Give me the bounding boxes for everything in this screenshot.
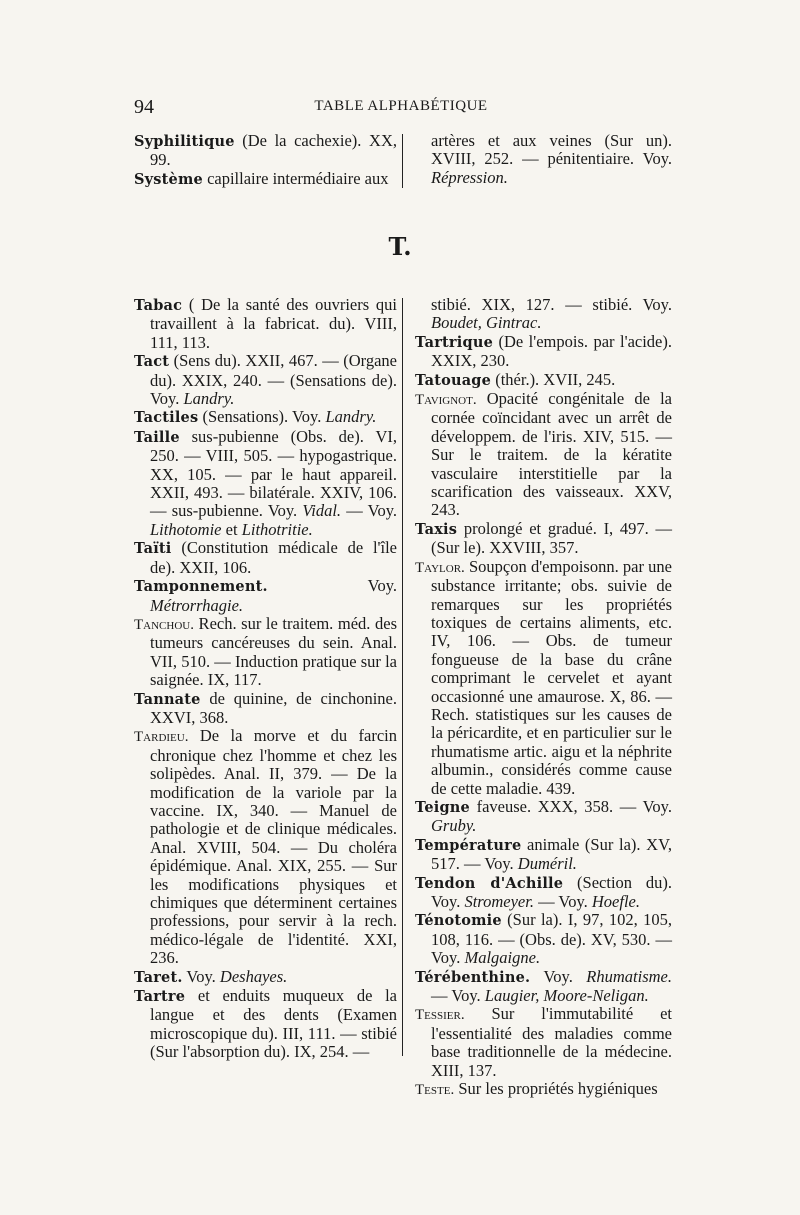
cross-reference: Boudet, Gintrac.	[431, 313, 542, 333]
index-entry	[134, 170, 397, 189]
entry-headword: Taret.	[134, 968, 183, 986]
top-right-column	[415, 132, 672, 187]
entry-text: prolongé et gradué. I, 497. — (Sur le). XXVIII, 357.	[431, 518, 672, 558]
entry-text: De la morve et du farcin chronique chez l'homme et chez les solipèdes. Anal. II, 379. — De la modification de la variole par la vaccine. IX, 340. — Manuel de pathologie et de clinique médicales. Anal. XVIII, 504. — Du choléra épidémique. Anal. XIX, 255. — Sur les modifications physiques et chimiques que déterminent certaines professions, pour servir à la rech. médico-légale de l'identité. XXI, 236.	[150, 726, 397, 968]
index-entry	[134, 968, 397, 987]
index-entry	[134, 352, 397, 408]
entry-headword: Tact	[134, 353, 170, 371]
entry-text: (De la cachexie). XX, 99.	[150, 131, 397, 170]
entry-text: et	[221, 519, 242, 539]
entry-text: Sur l'immutabilité et l'essentialité des maladies comme base traditionnelle de la médecine. XIII, 137.	[431, 1004, 672, 1080]
entry-text: Soupçon d'empoisonn. par une substance irritante; obs. suivie de remarques sur les propriétés toxiques de certains aliments, etc. IV, 106. — Obs. de tumeur fongueuse de la base du crâne comprimant le cervelet et ayant occasionné une amaurose. X, 86. — Rech. statistiques sur les causes de la péricardite, et en particulier sur le rhumatisme artic. aigu et la néphrite albumin., considérés comme cause de cette maladie. 439.	[431, 556, 672, 798]
index-entry	[415, 911, 672, 967]
index-entry	[415, 874, 672, 912]
author-name: Tessier.	[415, 1007, 465, 1024]
entry-text: Rech. sur le traitem. méd. des tumeurs cancéreuses du sein. Anal. VII, 510. — Induction pratique sur la saignée. IX, 117.	[150, 613, 397, 690]
entry-text: ( De la santé des ouvriers qui travaillent à la fabricat. du). VIII, 111, 113.	[150, 295, 397, 352]
entry-text: (Sensations). Voy.	[198, 407, 326, 427]
entry-text: — Voy.	[431, 986, 485, 1006]
entry-headword: Taxis	[415, 520, 458, 538]
entry-text: (De l'empois. par l'acide). XXIX, 230.	[431, 331, 672, 371]
index-entry	[415, 968, 672, 1006]
entry-headword: Tatouage	[415, 371, 492, 389]
entry-text: et enduits muqueux de la langue et des dents (Examen microscopique du). III, 111. — stibié (Sur l'absorption du). IX, 254. —	[150, 986, 397, 1062]
index-entry	[415, 798, 672, 836]
cross-reference: Duméril.	[517, 854, 577, 874]
top-continuation-block	[134, 132, 672, 188]
cross-reference: Landry.	[183, 389, 235, 409]
cross-reference: Répression.	[431, 167, 508, 187]
index-entry	[415, 836, 672, 874]
entry-text: de quinine, de cinchonine. XXVI, 368.	[150, 688, 397, 727]
main-index-block	[134, 295, 673, 1099]
cross-reference: Lithotomie	[150, 519, 222, 539]
index-entry	[415, 558, 672, 798]
index-entry	[134, 727, 397, 967]
entry-text: Sur les propriétés hygiéniques	[454, 1079, 658, 1099]
index-entry	[134, 408, 397, 427]
entry-headword: Tannate	[134, 690, 201, 708]
cross-reference: Gruby.	[431, 816, 477, 836]
entry-text: faveuse. XXX, 358. — Voy.	[469, 796, 672, 816]
entry-headword: Teigne	[415, 798, 470, 816]
entry-text: (Sur la). I, 97, 102, 105, 108, 116. — (Obs. de). XV, 530. — Voy.	[431, 910, 672, 968]
author-name: Taylor.	[415, 559, 465, 576]
entry-headword: Syphilitique	[134, 133, 235, 150]
index-entry	[134, 987, 397, 1062]
column-divider	[402, 298, 403, 1056]
continued-text	[415, 132, 672, 187]
entry-headword: Tartrique	[415, 333, 493, 351]
index-entry	[134, 690, 397, 728]
entry-headword: Tactiles	[134, 409, 199, 427]
cross-reference: Rhumatisme.	[586, 966, 672, 986]
author-name: Tavignot.	[415, 392, 477, 409]
continued-text	[415, 296, 672, 333]
cross-reference: Deshayes.	[219, 966, 288, 986]
entry-text: Opacité congénitale de la cornée coïncidant avec un arrêt de développem. de l'iris. XIV, 515. — Sur le traitem. de la kératite vasculaire interstitielle par la scarification des vaisseaux. XXV, 243.	[431, 389, 672, 520]
author-name: Teste.	[415, 1082, 455, 1099]
page-number: 94	[134, 96, 154, 118]
cross-reference: Laugier, Moore-Neligan.	[484, 986, 649, 1006]
index-entry	[415, 371, 672, 390]
entry-text: Voy.	[267, 576, 397, 596]
index-entry	[134, 577, 397, 615]
index-entry	[134, 615, 397, 690]
index-entry	[134, 296, 397, 352]
entry-headword: Térébenthine.	[415, 968, 531, 986]
section-letter: T.	[388, 232, 412, 261]
cross-reference: Vidal.	[302, 501, 342, 521]
index-entry	[415, 333, 672, 371]
entry-text: sus-pubienne (Obs. de). VI, 250. — VIII, 505. — hypogastrique. XX, 105. — par le haut appareil. XXII, 493. — bilatérale. XXIV, 106. — sus-pubienne. Voy.	[150, 426, 397, 521]
entry-text: (Section du). Voy.	[431, 872, 673, 911]
entry-headword: Taille	[134, 428, 180, 446]
entry-text: (Constitution médicale de l'île de). XXII, 106.	[150, 538, 397, 577]
entry-text: Voy.	[182, 966, 220, 986]
entry-text: — Voy.	[341, 501, 397, 521]
index-entry	[134, 132, 397, 170]
right-column	[415, 296, 672, 1099]
entry-text: artères et aux veines (Sur un). XVIII, 252. — pénitentiaire. Voy.	[431, 131, 672, 169]
entry-text: stibié. XIX, 127. — stibié. Voy.	[431, 295, 672, 314]
running-title: TABLE ALPHABÉTIQUE	[314, 98, 488, 114]
entry-text: animale (Sur la). XV, 517. — Voy.	[431, 834, 672, 874]
entry-headword: Tendon d'Achille	[415, 874, 564, 892]
index-entry	[415, 1005, 672, 1080]
index-entry	[415, 390, 672, 520]
index-entry	[134, 539, 397, 577]
page-header	[134, 96, 668, 120]
entry-text: (Sens du). XXII, 467. — (Organe du). XXIX, 240. — (Sensations de). Voy.	[150, 351, 397, 409]
entry-headword: Tabac	[134, 297, 183, 314]
column-divider	[402, 134, 403, 188]
entry-headword: Taïti	[134, 540, 172, 558]
entry-headword: Tartre	[134, 988, 186, 1006]
entry-headword: Tamponnement.	[134, 578, 268, 596]
top-left-column	[134, 132, 397, 189]
author-name: Tardieu.	[134, 729, 189, 746]
entry-text: (thér.). XVII, 245.	[491, 369, 616, 389]
index-entry	[134, 428, 397, 539]
entry-text: capillaire intermédiaire aux	[202, 168, 389, 188]
left-column	[134, 296, 397, 1062]
entry-headword: Ténotomie	[415, 912, 502, 930]
entry-text: — Voy.	[533, 892, 592, 911]
cross-reference: Stromeyer.	[464, 892, 534, 911]
entry-text: Voy.	[530, 966, 587, 986]
index-entry	[415, 1080, 672, 1099]
cross-reference: Landry.	[325, 407, 377, 427]
entry-headword: Système	[134, 170, 203, 188]
cross-reference: Métrorrhagie.	[150, 595, 244, 615]
cross-reference: Lithotritie.	[241, 519, 313, 539]
cross-reference: Malgaigne.	[464, 948, 541, 968]
cross-reference: Hoefle.	[591, 892, 640, 911]
index-entry	[415, 520, 672, 558]
entry-headword: Température	[415, 836, 522, 854]
author-name: Tanchou.	[134, 616, 194, 633]
